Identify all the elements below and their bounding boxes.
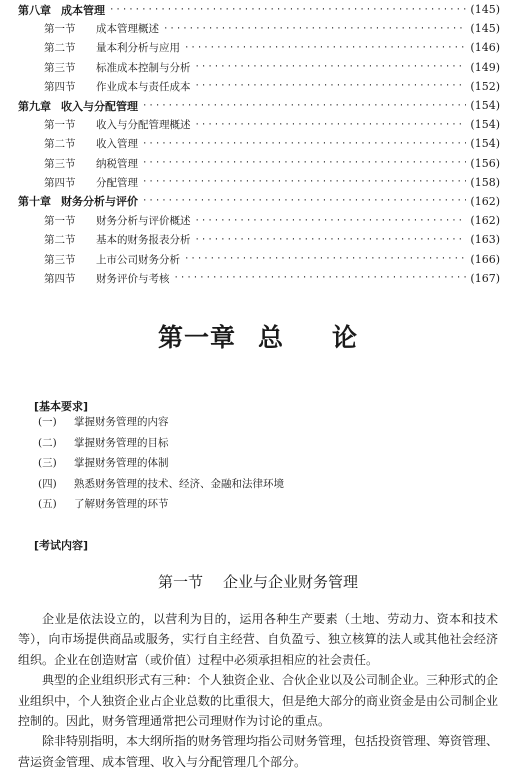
toc-entry-number: 第三节 (44, 253, 76, 266)
requirement-item (38, 435, 284, 456)
section-heading (0, 571, 516, 592)
toc-dot-leader (142, 101, 466, 111)
requirement-item (38, 496, 284, 517)
toc-entry-title: 成本管理概述 (96, 23, 159, 36)
toc-page-number: (149) (470, 60, 500, 74)
toc-page-number: (145) (470, 3, 500, 17)
toc-section-entry (18, 58, 500, 77)
requirements-list (38, 414, 284, 517)
requirement-text: 掌握财务管理的目标 (74, 436, 169, 449)
body-text (18, 609, 498, 772)
toc-entry-title: 收入与分配管理概述 (96, 119, 191, 132)
requirement-number: (五) (38, 498, 57, 510)
toc-entry-title: 上市公司财务分析 (96, 253, 180, 266)
toc-section-entry (18, 249, 500, 268)
toc-entry-title: 标准成本控制与分析 (96, 61, 191, 74)
toc-entry-title: 量本利分析与应用 (96, 42, 180, 55)
toc-dot-leader (195, 120, 467, 130)
toc-dot-leader (142, 158, 466, 168)
toc-entry-title: 作业成本与责任成本 (96, 80, 191, 93)
requirement-item (38, 455, 284, 476)
toc-entry-number: 第二节 (44, 42, 76, 55)
toc-dot-leader (142, 139, 466, 149)
requirement-number: (四) (38, 477, 57, 490)
toc-page-number: (158) (470, 175, 500, 189)
exam-content-label: [考试内容] (34, 539, 89, 552)
toc-chapter-entry (18, 0, 500, 19)
toc-page-number: (152) (470, 79, 500, 93)
toc-section-entry (18, 115, 500, 134)
toc-section-entry (18, 77, 500, 96)
toc-entry-title: 财务分析与评价 (61, 195, 138, 209)
requirement-text: 掌握财务管理的体制 (74, 457, 169, 469)
toc-section-entry (18, 38, 500, 57)
requirement-item (38, 476, 284, 497)
toc-dot-leader (184, 43, 466, 53)
toc-entry-title: 分配管理 (96, 176, 138, 189)
toc-dot-leader (195, 216, 467, 226)
toc-dot-leader (174, 273, 467, 283)
toc-page-number: (163) (470, 233, 500, 247)
toc-page-number: (167) (470, 271, 500, 285)
toc-dot-leader (163, 24, 466, 34)
toc-entry-number: 第一节 (44, 119, 76, 132)
requirement-text: 熟悉财务管理的技术、经济、金融和法律环境 (74, 477, 284, 490)
toc-section-entry (18, 211, 500, 230)
toc-entry-number: 第三节 (44, 157, 76, 170)
toc-dot-leader (109, 5, 466, 15)
toc-section-entry (18, 19, 500, 38)
toc-dot-leader (195, 81, 467, 91)
toc-entry-title: 财务分析与评价概述 (96, 215, 191, 228)
toc-page-number: (154) (470, 118, 500, 132)
toc-entry-title: 财务评价与考核 (96, 272, 170, 285)
toc-entry-number: 第一节 (44, 23, 76, 36)
toc-entry-number: 第二节 (44, 234, 76, 247)
toc-entry-title: 成本管理 (61, 3, 105, 17)
toc-entry-number: 第九章 (18, 99, 51, 113)
toc-section-entry (18, 230, 500, 249)
table-of-contents (18, 0, 500, 288)
toc-entry-title: 收入管理 (96, 138, 138, 151)
requirement-number: (三) (38, 457, 57, 469)
toc-entry-number: 第四节 (44, 176, 76, 189)
requirement-number: (二) (38, 436, 57, 449)
toc-section-entry (18, 134, 500, 153)
chapter-number: 第一章 (157, 323, 236, 352)
requirement-number: (一) (38, 416, 57, 428)
body-paragraph: 企业是依法设立的，以营利为目的，运用各种生产要素（土地、劳动力、资本和技术等），向市场提供商品或服务，实行自主经营、自负盈亏、独立核算的法人或其他社会经济组织。企业在创造财富（或价值）过程中必须承担相应的社会责任。 (18, 612, 498, 667)
toc-dot-leader (184, 254, 466, 264)
chapter-title-char-1: 总 (257, 323, 284, 352)
toc-entry-number: 第四节 (44, 272, 76, 285)
section-title: 企业与企业财务管理 (223, 573, 359, 591)
body-paragraph: 典型的企业组织形式有三种：个人独资企业、合伙企业以及公司制企业。三种形式的企业组织中，个人独资企业占企业总数的比重很大，但是绝大部分的商业资金是由公司制企业控制的。因此，财务管理通常把公司理财作为讨论的重点。 (18, 673, 499, 729)
toc-chapter-entry (18, 192, 500, 211)
toc-entry-number: 第十章 (18, 195, 51, 209)
toc-dot-leader (195, 235, 467, 245)
toc-entry-number: 第八章 (18, 3, 51, 17)
basic-requirements-label: [基本要求] (34, 400, 89, 413)
toc-section-entry (18, 269, 500, 288)
chapter-title-char-2: 论 (332, 323, 359, 352)
toc-entry-title: 基本的财务报表分析 (96, 234, 191, 247)
toc-entry-title: 收入与分配管理 (61, 99, 138, 113)
requirement-text: 了解财务管理的环节 (74, 498, 169, 510)
toc-dot-leader (195, 62, 467, 72)
chapter-heading (0, 318, 516, 354)
requirement-item (38, 414, 284, 435)
toc-entry-number: 第三节 (44, 61, 76, 74)
toc-entry-number: 第四节 (44, 80, 76, 93)
toc-section-entry (18, 173, 500, 192)
body-paragraph: 除非特别指明，本大纲所指的财务管理均指公司财务管理，包括投资管理、筹资管理、营运资金管理、成本管理、收入与分配管理几个部分。 (18, 734, 499, 769)
toc-chapter-entry (18, 96, 500, 115)
toc-dot-leader (142, 177, 466, 187)
toc-page-number: (146) (470, 41, 500, 55)
toc-page-number: (156) (470, 156, 500, 170)
toc-page-number: (145) (470, 22, 500, 36)
toc-entry-title: 纳税管理 (96, 157, 138, 170)
requirement-text: 掌握财务管理的内容 (74, 416, 169, 428)
toc-section-entry (18, 154, 500, 173)
toc-entry-number: 第一节 (44, 215, 76, 228)
toc-page-number: (154) (470, 137, 500, 151)
toc-dot-leader (142, 196, 466, 206)
toc-page-number: (162) (470, 194, 500, 208)
toc-page-number: (154) (470, 99, 500, 113)
section-number: 第一节 (157, 573, 203, 591)
toc-entry-number: 第二节 (44, 138, 76, 151)
toc-page-number: (162) (470, 214, 500, 228)
toc-page-number: (166) (470, 252, 500, 266)
